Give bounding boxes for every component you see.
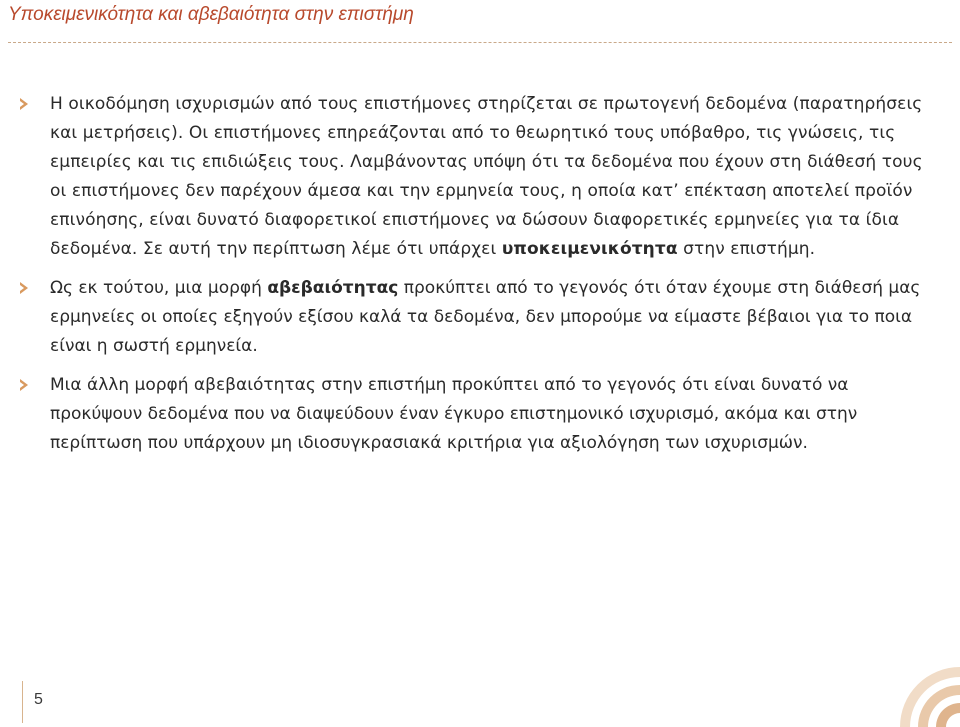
bullet-text-2-emphasis: αβεβαιότητας [267,278,399,298]
bullet-item-3 [20,371,940,458]
bullet-text-2 [50,274,940,361]
bullet-item-1 [20,90,940,264]
bullet-item-2 [20,274,940,361]
bullet-arrow-icon [20,379,28,391]
slide-title: Υποκειμενικότητα και αβεβαιότητα στην επιστήμη [8,4,414,25]
slide-content [20,90,940,468]
bullet-text-2-end: προκύπτει από το γεγονός ότι όταν έχουμε στη διάθεσή μας ερμηνείες οι οποίες εξηγούν εξίσου καλά τα δεδομένα, δεν μπορούμε να είμαστε βέβαιοι για το ποια είναι η σωστή ερμηνεία. [50,278,921,356]
bullet-text-1-emphasis: υποκειμενικότητα [501,239,678,259]
bullet-text-1-start: Η οικοδόμηση ισχυρισμών από τους επιστήμονες στηρίζεται σε πρωτογενή δεδομένα (παρατηρήσεις και μετρήσεις). Οι επιστήμονες επηρεάζονται από το θεωρητικό τους υπόβαθρο, τις γνώσεις, τις εμπειρίες και τις επιδιώξεις τους. Λαμβάνοντας υπόψη ότι τα δεδομένα που έχουν στη διάθεσή τους οι επιστήμονες δεν παρέχουν άμεσα και την ερμηνεία τους, η οποία κατ’ επέκταση αποτελεί προϊόν επινόησης, είναι δυνατό διαφορετικοί επιστήμονες να δώσουν διαφορετικές ερμηνείες για τα ίδια δεδομένα. Σε αυτή την περίπτωση λέμε ότι υπάρχει [50,94,923,259]
bullet-text-1 [50,90,940,264]
bullet-text-2-start: Ως εκ τούτου, μια μορφή [50,278,268,298]
bullet-text-1-end: στην επιστήμη. [677,239,816,259]
title-divider [8,42,952,43]
page-number-divider [22,681,23,723]
page-number: 5 [34,691,43,708]
bullet-text-3: Μια άλλη μορφή αβεβαιότητας στην επιστήμη προκύπτει από το γεγονός ότι είναι δυνατό να προκύψουν δεδομένα που να διαψεύδουν έναν έγκυρο επιστημονικό ισχυρισμό, ακόμα και στην περίπτωση που υπάρχουν μη ιδιοσυγκρασιακά κριτήρια για αξιολόγηση των ισχυρισμών. [50,375,858,453]
bullet-arrow-icon [20,282,28,294]
bullet-arrow-icon [20,98,28,110]
corner-decoration-icon [850,657,960,727]
